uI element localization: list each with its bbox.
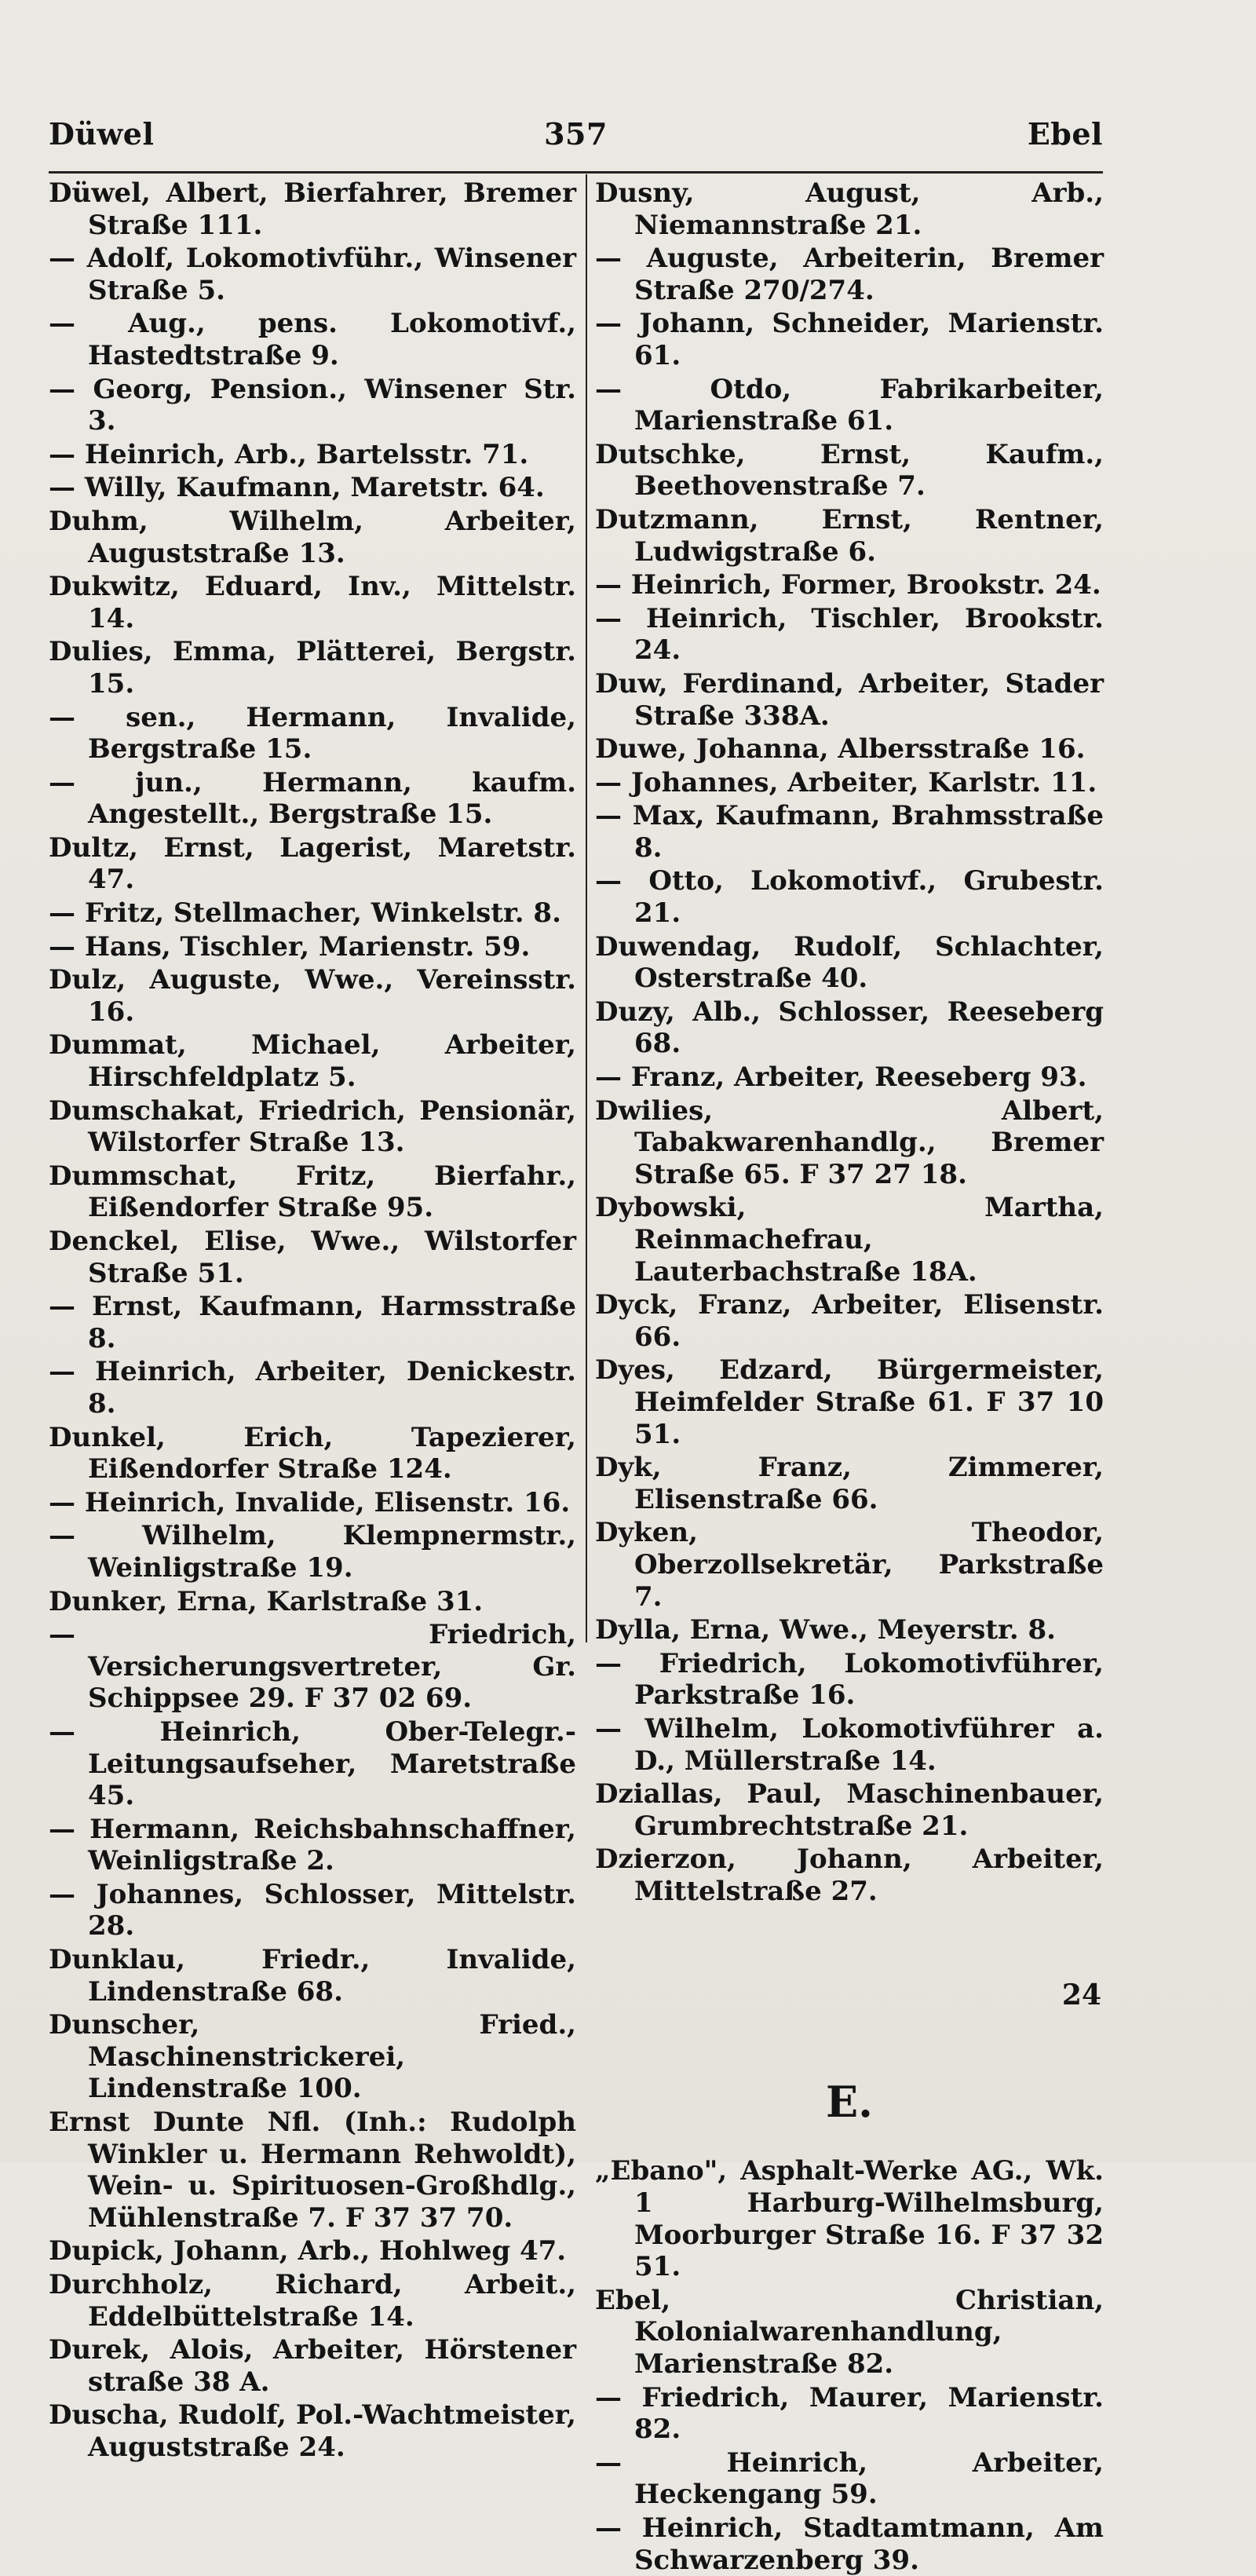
- directory-entry: — Heinrich, Stadtamtmann, Am Schwarzenberg 39.: [595, 2512, 1104, 2576]
- directory-entry: Dummat, Michael, Arbeiter, Hirschfeldplatz 5.: [49, 1029, 576, 1094]
- directory-entry: Dukwitz, Eduard, Inv., Mittelstr. 14.: [49, 571, 576, 634]
- directory-entry: Düwel, Albert, Bierfahrer, Bremer Straße 111.: [49, 177, 576, 241]
- directory-entry: — Heinrich, Arb., Bartelsstr. 71.: [49, 438, 529, 470]
- directory-entry: Dumschakat, Friedrich, Pensionär, Wilstorfer Straße 13.: [49, 1094, 576, 1159]
- directory-entry: — Johannes, Arbeiter, Karlstr. 11.: [595, 766, 1097, 798]
- directory-entry: — Friedrich, Lokomotivführer, Parkstraße 16.: [595, 1647, 1104, 1712]
- directory-entry: Dyck, Franz, Arbeiter, Elisenstr. 66.: [595, 1289, 1104, 1353]
- directory-entry: — Aug., pens. Lokomotivf., Hastedtstraße 9.: [49, 308, 576, 371]
- header-first-entry: Düwel: [49, 116, 155, 152]
- directory-entry: — Friedrich, Maurer, Marienstr. 82.: [595, 2381, 1104, 2446]
- directory-entry: Dziallas, Paul, Maschinenbauer, Grumbrechtstraße 21.: [595, 1778, 1104, 1842]
- page-header: [49, 116, 1103, 163]
- directory-entry: — Willy, Kaufmann, Maretstr. 64.: [49, 472, 545, 504]
- directory-entry: Dulies, Emma, Plätterei, Bergstr. 15.: [49, 636, 576, 700]
- directory-entry: Dyk, Franz, Zimmerer, Elisenstraße 66.: [595, 1452, 1104, 1515]
- directory-entry: Dyken, Theodor, Oberzollsekretär, Parkstraße 7.: [595, 1517, 1104, 1613]
- directory-entry: — Heinrich, Former, Brookstr. 24.: [595, 569, 1101, 601]
- directory-entry: Dultz, Ernst, Lagerist, Maretstr. 47.: [49, 831, 576, 896]
- directory-entry: Dylla, Erna, Wwe., Meyerstr. 8.: [595, 1614, 1056, 1646]
- directory-entry: Dwilies, Albert, Tabakwarenhandlg., Bremer Straße 65. F 37 27 18.: [595, 1094, 1104, 1190]
- directory-entry: — Fritz, Stellmacher, Winkelstr. 8.: [49, 897, 561, 930]
- column-divider: [586, 174, 587, 1642]
- directory-entry: — Friedrich, Versicherungsvertreter, Gr. Schippsee 29. F 37 02 69.: [49, 1619, 576, 1715]
- directory-entry: Duscha, Rudolf, Pol.-Wachtmeister, Auguststraße 24.: [49, 2399, 576, 2463]
- directory-entry: — Heinrich, Arbeiter, Denickestr. 8.: [49, 1356, 576, 1420]
- directory-entry: „Ebano", Asphalt-Werke AG., Wk. 1 Harburg-Wilhelmsburg, Moorburger Straße 16. F 37 32 51.: [595, 2155, 1104, 2283]
- footer-page-number: 24: [1061, 1979, 1101, 2011]
- directory-entry: Dzierzon, Johann, Arbeiter, Mittelstraße 27.: [595, 1843, 1104, 1907]
- directory-entry: Duw, Ferdinand, Arbeiter, Stader Straße 338A.: [595, 667, 1104, 732]
- directory-entry: — Heinrich, Arbeiter, Heckengang 59.: [595, 2446, 1104, 2511]
- left-column: [49, 177, 576, 2464]
- directory-entry: — Johann, Schneider, Marienstr. 61.: [595, 308, 1104, 371]
- directory-entry: Dunscher, Fried., Maschinenstrickerei, Lindenstraße 100.: [49, 2009, 576, 2105]
- directory-entry: Duwendag, Rudolf, Schlachter, Osterstraße 40.: [595, 930, 1104, 995]
- directory-entry: — Georg, Pension., Winsener Str. 3.: [49, 373, 576, 437]
- directory-entry: — Otto, Lokomotivf., Grubestr. 21.: [595, 865, 1104, 930]
- directory-entry: — Heinrich, Ober-Telegr.-Leitungsaufseher, Maretstraße 45.: [49, 1716, 576, 1812]
- section-letter-e: E.: [826, 2077, 873, 2128]
- directory-entry: Dunkel, Erich, Tapezierer, Eißendorfer Straße 124.: [49, 1421, 576, 1485]
- directory-entry: — jun., Hermann, kaufm. Angestellt., Bergstraße 15.: [49, 766, 576, 831]
- directory-entry: — Hans, Tischler, Marienstr. 59.: [49, 930, 531, 963]
- directory-entry: Duzy, Alb., Schlosser, Reeseberg 68.: [595, 996, 1104, 1060]
- directory-entry: Denckel, Elise, Wwe., Wilstorfer Straße 51.: [49, 1226, 576, 1289]
- directory-entry: Ernst Dunte Nfl. (Inh.: Rudolph Winkler u. Hermann Rehwoldt), Wein- u. Spirituosen-Großhdlg., Mühlenstraße 7. F 37 37 70.: [49, 2106, 576, 2234]
- directory-entry: Dunker, Erna, Karlstraße 31.: [49, 1585, 484, 1617]
- directory-entry: Dunklau, Friedr., Invalide, Lindenstraße 68.: [49, 1944, 576, 2008]
- directory-entry: — Auguste, Arbeiterin, Bremer Straße 270/274.: [595, 243, 1104, 306]
- header-page-number: 357: [544, 116, 608, 152]
- directory-entry: Dusny, August, Arb., Niemannstraße 21.: [595, 177, 1104, 241]
- directory-entry: Dummschat, Fritz, Bierfahr., Eißendorfer Straße 95.: [49, 1160, 576, 1224]
- directory-entry: — Johannes, Schlosser, Mittelstr. 28.: [49, 1878, 576, 1942]
- directory-entry: Durek, Alois, Arbeiter, Hörstener straße 38 A.: [49, 2334, 576, 2398]
- directory-entry: Dulz, Auguste, Wwe., Vereinsstr. 16.: [49, 964, 576, 1028]
- right-column: [595, 177, 1104, 2576]
- directory-entry: — sen., Hermann, Invalide, Bergstraße 15.: [49, 701, 576, 765]
- directory-entry: — Wilhelm, Lokomotivführer a. D., Müllerstraße 14.: [595, 1712, 1104, 1777]
- directory-entry: Dybowski, Martha, Reinmachefrau, Lauterbachstraße 18A.: [595, 1192, 1104, 1288]
- directory-entry: — Max, Kaufmann, Brahmsstraße 8.: [595, 800, 1104, 864]
- directory-entry: Dyes, Edzard, Bürgermeister, Heimfelder Straße 61. F 37 10 51.: [595, 1354, 1104, 1450]
- header-last-entry: Ebel: [1027, 116, 1103, 152]
- directory-entry: — Ernst, Kaufmann, Harmsstraße 8.: [49, 1291, 576, 1354]
- directory-entry: — Wilhelm, Klempnermstr., Weinligstraße 19.: [49, 1520, 576, 1584]
- directory-entry: — Franz, Arbeiter, Reeseberg 93.: [595, 1061, 1087, 1094]
- directory-entry: — Otdo, Fabrikarbeiter, Marienstraße 61.: [595, 373, 1104, 437]
- right-column-e-entries: [595, 2155, 1104, 2576]
- directory-entry: Duwe, Johanna, Albersstraße 16.: [595, 733, 1086, 765]
- header-rule: [49, 171, 1103, 174]
- directory-entry: Dutschke, Ernst, Kaufm., Beethovenstraße 7.: [595, 438, 1104, 502]
- directory-entry: — Heinrich, Invalide, Elisenstr. 16.: [49, 1486, 571, 1518]
- directory-entry: — Adolf, Lokomotivführ., Winsener Straße 5.: [49, 243, 576, 306]
- right-column-d-entries: [595, 177, 1104, 1907]
- directory-entry: Duhm, Wilhelm, Arbeiter, Auguststraße 13.: [49, 505, 576, 569]
- directory-entry: — Heinrich, Tischler, Brookstr. 24.: [595, 602, 1104, 667]
- directory-entry: Dutzmann, Ernst, Rentner, Ludwigstraße 6.: [595, 503, 1104, 568]
- directory-entry: Ebel, Christian, Kolonialwarenhandlung, Marienstraße 82.: [595, 2284, 1104, 2381]
- directory-entry: Durchholz, Richard, Arbeit., Eddelbüttelstraße 14.: [49, 2269, 576, 2333]
- directory-entry: — Hermann, Reichsbahnschaffner, Weinligstraße 2.: [49, 1813, 576, 1877]
- directory-entry: Dupick, Johann, Arb., Hohlweg 47.: [49, 2235, 567, 2267]
